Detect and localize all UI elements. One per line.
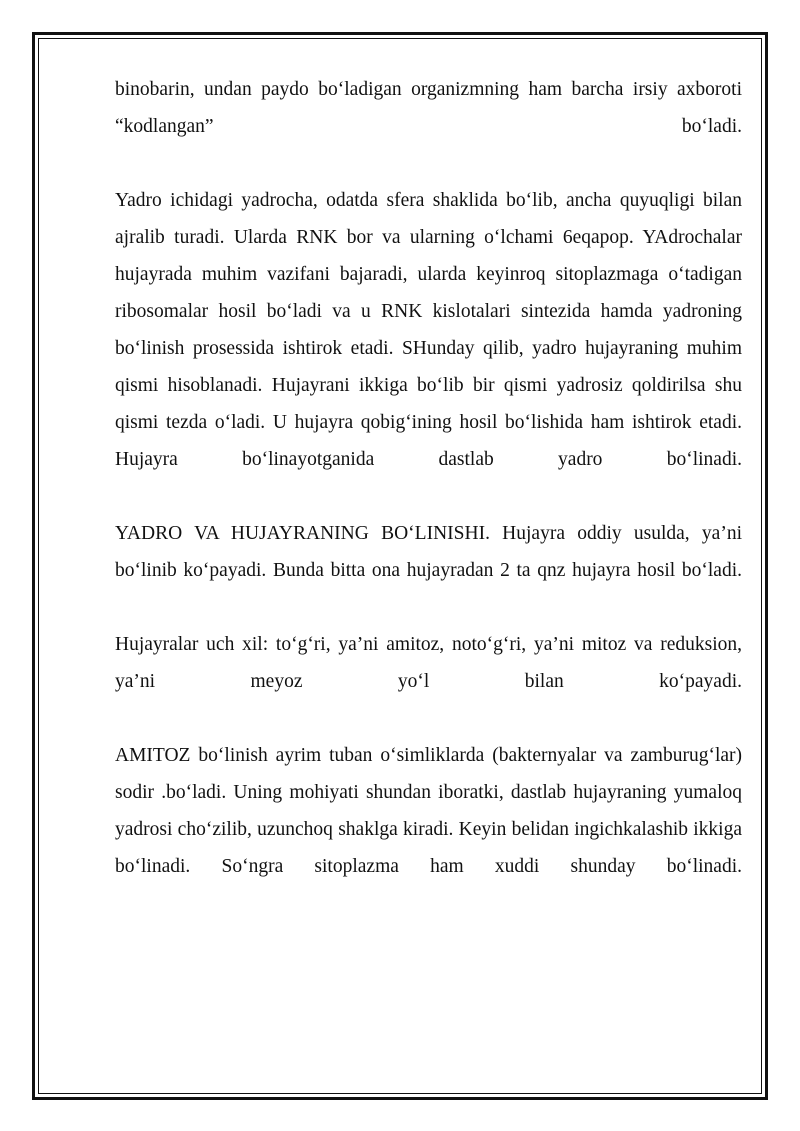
paragraph-5: AMITOZ bo‘linish ayrim tuban o‘simliklarda (bakternyalar va zamburug‘lar) sodir .bo‘ladi. Uning mohiyati shundan iboratki, dastlab hujayraning yumaloq yadrosi cho‘zilib, uzunchoq shaklga kiradi. Keyin belidan ingichkalashib ikkiga bo‘linadi. So‘ngra sitoplazma ham xuddi shunday bo‘linadi. [115, 745, 742, 877]
paragraph-2: Yadro ichidagi yadrocha, odatda sfera shaklida bo‘lib, ancha quyuqligi bilan ajralib turadi. Ularda RNK bor va ularning o‘lchami 6eqapop. YAdrochalar hujayrada muhim vazifani bajaradi, ularda keyinroq sitoplazmaga o‘tadigan ribosomalar hosil bo‘ladi va u RNK kislotalari sintezida hamda yadroning bo‘linish prosessida ishtirok etadi. SHunday qilib, yadro hujayraning muhim qismi hisoblanadi. Hujayrani ikkiga bo‘lib bir qismi yadrosiz qoldirilsa shu qismi tezda o‘ladi. U hujayra qobig‘ining hosil bo‘lishida ham ishtirok etadi. Hujayra bo‘linayotganida dastlab yadro bo‘linadi. [115, 190, 742, 470]
document-body [115, 71, 742, 922]
paragraph-4: Hujayralar uch xil: to‘g‘ri, ya’ni amitoz, noto‘g‘ri, ya’ni mitoz va reduksion, ya’ni meyoz yo‘l bilan ko‘payadi. [115, 634, 742, 692]
paragraph-1: binobarin, undan paydo bo‘ladigan organizmning ham barcha irsiy axboroti “kodlangan” bo‘ladi. [115, 79, 742, 137]
paragraph-3: YADRO VA HUJAYRANING BO‘LINISHI. Hujayra oddiy usulda, ya’ni bo‘linib ko‘payadi. Bunda bitta ona hujayradan 2 ta qnz hujayra hosil bo‘ladi. [115, 523, 742, 581]
